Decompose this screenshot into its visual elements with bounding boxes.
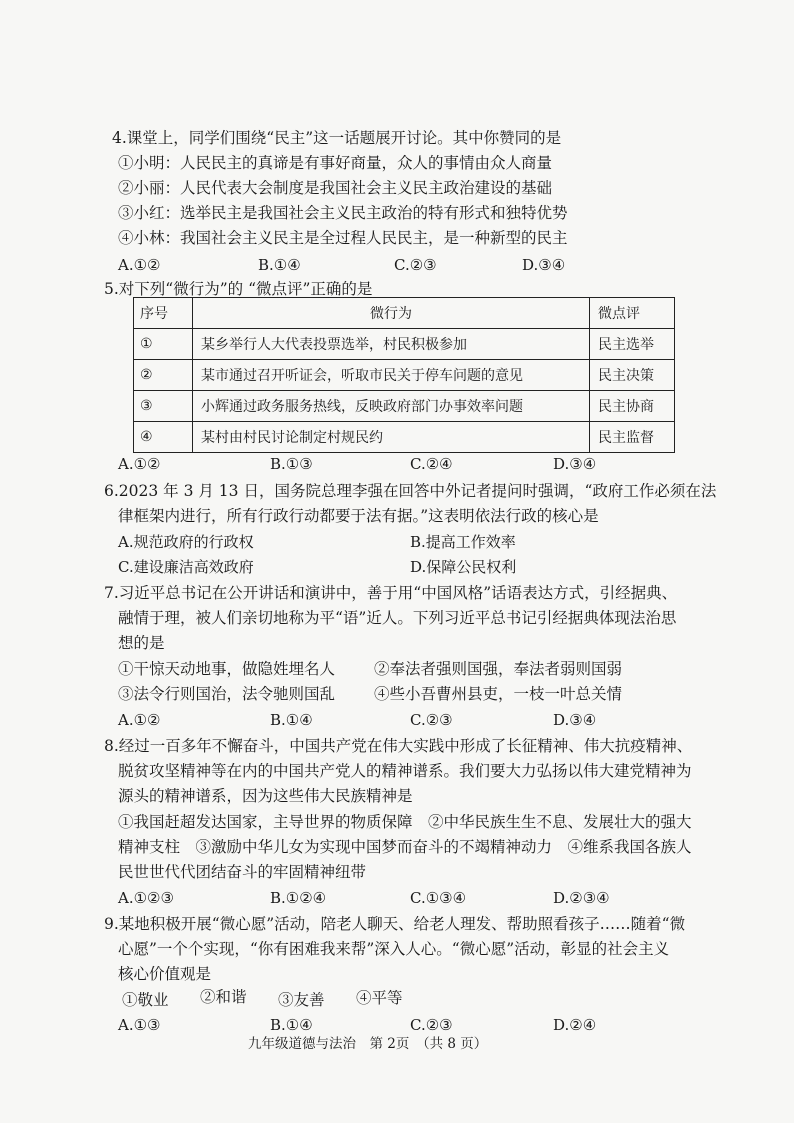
q5-option-a[interactable]: A.①② xyxy=(118,455,161,473)
q7-item-2: ②奉法者强则国强，奉法者弱则国弱 xyxy=(374,660,623,678)
q6-option-b[interactable]: B.提高工作效率 xyxy=(410,533,516,551)
table-row xyxy=(134,422,675,453)
q8-line-2: 脱贫攻坚精神等在内的中国共产党人的精神谱系。我们要大力弘扬以伟大建党精神为 xyxy=(118,762,692,780)
table-header-row xyxy=(134,298,675,329)
q5-option-c[interactable]: C.②④ xyxy=(410,455,453,473)
q6-line-2: 律框架内进行，所有行政行动都要于法有据。”这表明依法行政的核心是 xyxy=(118,507,599,525)
q4-item-2: ②小丽：人民代表大会制度是我国社会主义民主政治建设的基础 xyxy=(118,179,553,197)
q9-item-4: ④平等 xyxy=(356,989,403,1007)
row-comment: 民主决策 xyxy=(590,360,675,391)
q4-option-b[interactable]: B.①④ xyxy=(258,256,301,274)
q9-option-b[interactable]: B.①④ xyxy=(270,1016,313,1034)
q9-line-1: 9.某地积极开展“微心愿”活动，陪老人聊天、给老人理发、帮助照看孩子……随着“微 xyxy=(104,915,686,933)
row-action: 小辉通过政务服务热线，反映政府部门办事效率问题 xyxy=(193,391,590,422)
q4-item-3: ③小红：选举民主是我国社会主义民主政治的特有形式和独特优势 xyxy=(118,204,568,222)
row-number: ② xyxy=(134,360,193,391)
table-row xyxy=(134,329,675,360)
q6-option-a[interactable]: A.规范政府的行政权 xyxy=(118,533,254,551)
q9-line-2: 心愿”一个个实现，“你有困难我来帮”深入人心。“微心愿”活动，彰显的社会主义 xyxy=(118,940,670,958)
q9-option-c[interactable]: C.②③ xyxy=(410,1016,453,1034)
q4-stem: 4.课堂上，同学们围绕“民主”这一话题展开讨论。其中你赞同的是 xyxy=(112,129,562,147)
q8-option-c[interactable]: C.①③④ xyxy=(410,889,467,907)
q8-option-a[interactable]: A.①②③ xyxy=(118,889,174,907)
q4-item-4: ④小林：我国社会主义民主是全过程人民民主，是一种新型的民主 xyxy=(118,229,568,247)
table-row xyxy=(134,391,675,422)
q8-line-4: ①我国赶超发达国家，主导世界的物质保障 ②中华民族生生不息、发展壮大的强大 xyxy=(118,813,692,831)
q7-item-3: ③法令行则国治，法令驰则国乱 xyxy=(118,685,336,703)
q9-line-3: 核心价值观是 xyxy=(118,965,212,983)
q5-option-d[interactable]: D.③④ xyxy=(553,455,597,473)
q6-option-d[interactable]: D.保障公民权利 xyxy=(410,558,517,576)
q7-option-d[interactable]: D.③④ xyxy=(553,711,597,729)
q9-option-a[interactable]: A.①③ xyxy=(118,1016,161,1034)
q7-line-2: 融情于理，被人们亲切地称为平“语”近人。下列习近平总书记引经据典体现法治思 xyxy=(118,609,677,627)
q8-line-6: 民世世代代团结奋斗的牢固精神纽带 xyxy=(118,863,367,881)
q8-line-1: 8.经过一百多年不懈奋斗，中国共产党在伟大实践中形成了长征精神、伟大抗疫精神、 xyxy=(104,737,693,755)
q7-line-3: 想的是 xyxy=(118,634,165,652)
q8-line-5: 精神支柱 ③激励中华儿女为实现中国梦而奋斗的不竭精神动力 ④维系我国各族人 xyxy=(118,838,692,856)
q8-option-b[interactable]: B.①②④ xyxy=(270,889,327,907)
q9-item-1: ①敬业 xyxy=(122,991,169,1009)
q5-stem: 5.对下列“微行为”的 “微点评”正确的是 xyxy=(104,280,373,298)
q7-option-a[interactable]: A.①② xyxy=(118,711,161,729)
q8-option-d[interactable]: D.②③④ xyxy=(553,889,610,907)
row-comment: 民主选举 xyxy=(590,329,675,360)
q4-option-a[interactable]: A.①② xyxy=(118,256,161,274)
page-footer: 九年级道德与法治 第 2页 （共 8 页） xyxy=(248,1036,488,1052)
row-action: 某乡举行人大代表投票选举，村民积极参加 xyxy=(193,329,590,360)
q7-line-1: 7.习近平总书记在公开讲话和演讲中，善于用“中国风格”话语表达方式，引经据典、 xyxy=(104,584,678,602)
q7-option-c[interactable]: C.②③ xyxy=(410,711,453,729)
header-action: 微行为 xyxy=(193,298,590,329)
row-action: 某市通过召开听证会，听取市民关于停车问题的意见 xyxy=(193,360,590,391)
q7-item-1: ①干惊天动地事，做隐姓埋名人 xyxy=(118,660,336,678)
row-comment: 民主监督 xyxy=(590,422,675,453)
q8-line-3: 源头的精神谱系，因为这些伟大民族精神是 xyxy=(118,787,413,805)
q4-item-1: ①小明：人民民主的真谛是有事好商量，众人的事情由众人商量 xyxy=(118,154,553,172)
header-number: 序号 xyxy=(134,298,193,329)
header-comment: 微点评 xyxy=(590,298,675,329)
q4-option-d[interactable]: D.③④ xyxy=(522,256,566,274)
row-action: 某村由村民讨论制定村规民约 xyxy=(193,422,590,453)
q9-option-d[interactable]: D.②④ xyxy=(553,1016,597,1034)
q5-option-b[interactable]: B.①③ xyxy=(270,455,313,473)
q4-option-c[interactable]: C.②③ xyxy=(394,256,437,274)
q9-item-3: ③友善 xyxy=(278,991,325,1009)
row-number: ③ xyxy=(134,391,193,422)
q5-table xyxy=(133,297,675,453)
q7-item-4: ④些小吾曹州县吏，一枝一叶总关情 xyxy=(374,685,623,703)
row-comment: 民主协商 xyxy=(590,391,675,422)
q9-item-2: ②和谐 xyxy=(200,988,247,1006)
row-number: ① xyxy=(134,329,193,360)
row-number: ④ xyxy=(134,422,193,453)
q7-option-b[interactable]: B.①④ xyxy=(270,711,313,729)
table-row xyxy=(134,360,675,391)
q6-line-1: 6.2023 年 3 月 13 日，国务院总理李强在回答中外记者提问时强调，“政府工作必须在法 xyxy=(104,482,717,500)
q6-option-c[interactable]: C.建设廉洁高效政府 xyxy=(118,558,254,576)
